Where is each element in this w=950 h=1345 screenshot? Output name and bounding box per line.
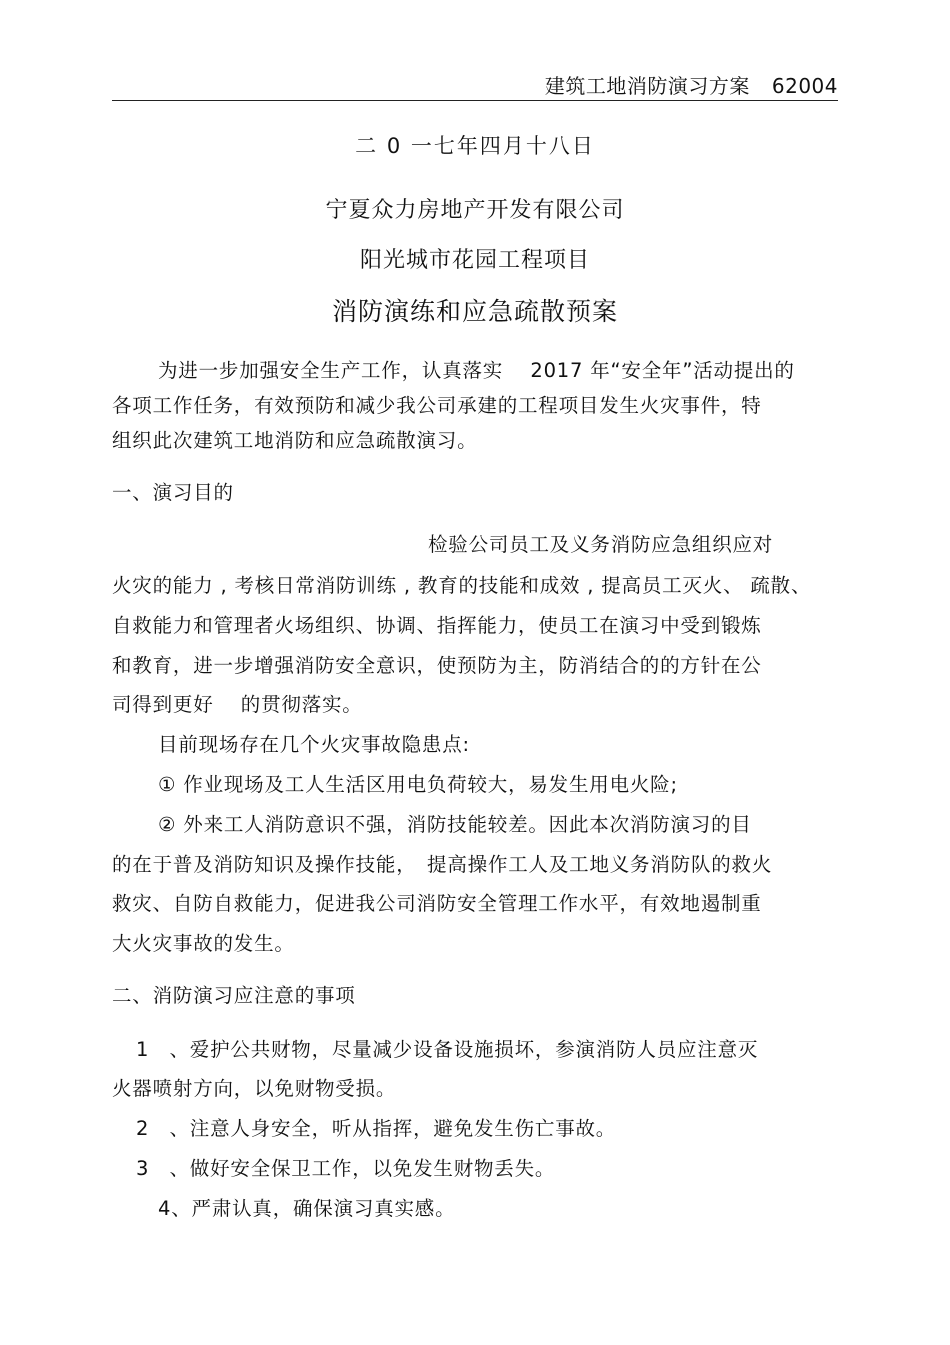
paragraph-line: 司得到更好 的贯彻落实。 bbox=[112, 693, 363, 716]
document-date: 二 0 一七年四月十八日 bbox=[355, 134, 595, 158]
paragraph-line: 大火灾事故的发生。 bbox=[112, 932, 295, 955]
intro-line: 组织此次建筑工地消防和应急疏散演习。 bbox=[112, 429, 478, 452]
document-title: 消防演练和应急疏散预案 bbox=[331, 297, 618, 326]
hazard-item: ① 作业现场及工人生活区用电负荷较大，易发生用电火险; bbox=[158, 773, 678, 796]
intro-line: 为进一步加强安全生产工作，认真落实 2017 年“安全年”活动提出的 bbox=[158, 359, 795, 382]
notice-item: 4、严肃认真，确保演习真实感。 bbox=[158, 1197, 456, 1220]
notice-item: 火器喷射方向，以免财物受损。 bbox=[112, 1077, 397, 1100]
header-rule bbox=[112, 100, 838, 101]
paragraph-line: 和教育，进一步增强消防安全意识，使预防为主，防消结合的的方针在公 bbox=[112, 654, 762, 677]
intro-line: 各项工作任务，有效预防和减少我公司承建的工程项目发生火灾事件，特 bbox=[112, 394, 762, 417]
notice-item: 3 、做好安全保卫工作，以免发生财物丢失。 bbox=[136, 1157, 556, 1180]
hazards-intro: 目前现场存在几个火灾事故隐患点: bbox=[158, 733, 470, 756]
notice-item: 1 、爱护公共财物，尽量减少设备设施损坏，参演消防人员应注意灭 bbox=[136, 1038, 759, 1061]
paragraph-line: 火灾的能力 , 考核日常消防训练 , 教育的技能和成效 , 提高员工灭火、 疏散、 bbox=[112, 574, 812, 597]
hazard-item: ② 外来工人消防意识不强，消防技能较差。因此本次消防演习的目 bbox=[158, 813, 752, 836]
header-code: 62004 bbox=[771, 74, 838, 98]
paragraph-line: 救灾、自防自救能力，促进我公司消防安全管理工作水平，有效地遏制重 bbox=[112, 892, 762, 915]
section-heading: 二、消防演习应注意的事项 bbox=[112, 984, 356, 1007]
running-header bbox=[545, 70, 838, 99]
section-heading: 一、演习目的 bbox=[112, 481, 234, 504]
paragraph-line: 自救能力和管理者火场组织、协调、指挥能力，使员工在演习中受到锻炼 bbox=[112, 614, 762, 637]
paragraph-line: 的在于普及消防知识及操作技能， 提高操作工人及工地义务消防队的救火 bbox=[112, 853, 773, 876]
company-name: 宁夏众力房地产开发有限公司 bbox=[325, 198, 625, 223]
header-title: 建筑工地消防演习方案 bbox=[544, 74, 750, 98]
notice-item: 2 、注意人身安全，听从指挥，避免发生伤亡事故。 bbox=[136, 1117, 617, 1140]
paragraph-line: 检验公司员工及义务消防应急组织应对 bbox=[428, 533, 774, 556]
project-name: 阳光城市花园工程项目 bbox=[359, 248, 590, 273]
